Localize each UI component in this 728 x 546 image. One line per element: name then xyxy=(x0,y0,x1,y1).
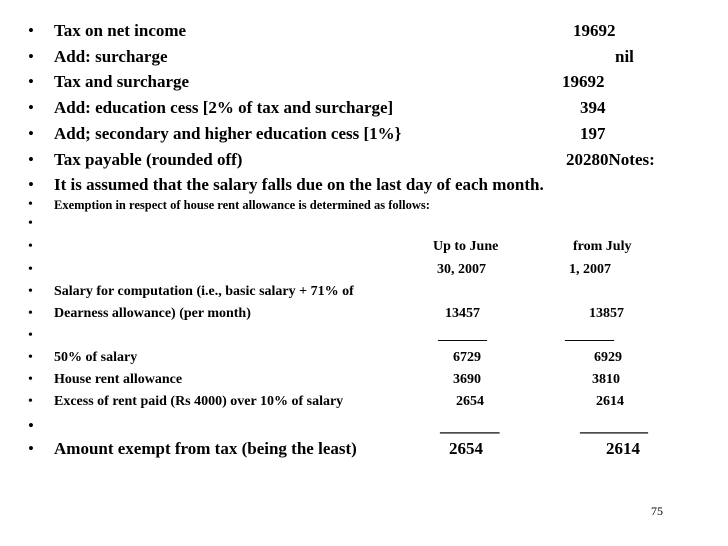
item-value: 13457 xyxy=(445,306,480,321)
bullet-glyph: • xyxy=(28,262,33,277)
bullet-glyph: • xyxy=(28,72,34,91)
column-header-2: 1, 2007 xyxy=(569,262,611,277)
bullet-glyph: • xyxy=(28,175,34,194)
bullet-glyph: • xyxy=(28,306,33,321)
bullet-glyph: • xyxy=(28,47,34,66)
bullet-glyph: • xyxy=(28,197,33,212)
item-value: 3810 xyxy=(592,372,620,387)
item-label: 50% of salary xyxy=(54,350,138,365)
bullet-glyph: • xyxy=(28,21,34,40)
item-label: Exemption in respect of house rent allowance is determined as follows: xyxy=(54,198,430,212)
item-value: 3690 xyxy=(453,372,481,387)
bullet-glyph: • xyxy=(28,239,33,254)
item-label: Excess of rent paid (Rs 4000) over 10% of salary xyxy=(54,394,344,409)
item-label: Salary for computation (i.e., basic salary + 71% of xyxy=(54,284,354,299)
underline-rule: _______ xyxy=(438,328,487,343)
item-label: It is assumed that the salary falls due on the last day of each month. xyxy=(54,175,544,194)
column-header-1: Up to June xyxy=(433,239,499,254)
bullet-glyph: • xyxy=(28,150,34,169)
item-label: Add: surcharge xyxy=(54,47,168,66)
item-label: Dearness allowance) (per month) xyxy=(54,306,251,321)
bullet-glyph: • xyxy=(28,216,33,231)
item-label: Tax payable (rounded off) xyxy=(54,150,243,169)
column-header-2: from July xyxy=(573,239,632,254)
item-value: 2654 xyxy=(456,394,484,409)
item-value: 2614 xyxy=(606,439,640,458)
bullet-glyph: • xyxy=(28,416,34,435)
bullet-glyph: • xyxy=(28,124,34,143)
item-label: House rent allowance xyxy=(54,372,183,387)
item-value: nil xyxy=(615,47,634,66)
bullet-glyph: • xyxy=(28,284,33,299)
item-value: 19692 xyxy=(573,21,616,40)
item-label: Tax and surcharge xyxy=(54,72,190,91)
item-label: Tax on net income xyxy=(54,21,187,40)
column-header-1: 30, 2007 xyxy=(437,262,486,277)
bullet-glyph: • xyxy=(28,328,33,343)
bullet-glyph: • xyxy=(28,394,33,409)
bullet-glyph: • xyxy=(28,439,34,458)
item-value: 13857 xyxy=(589,306,624,321)
bullet-glyph: • xyxy=(28,350,33,365)
underline-rule: _______ xyxy=(440,416,500,435)
item-value: 20280Notes: xyxy=(566,150,655,169)
item-label: Amount exempt from tax (being the least) xyxy=(54,439,357,458)
item-label: Add: education cess [2% of tax and surcharge] xyxy=(54,98,394,117)
underline-rule: ________ xyxy=(580,416,648,435)
item-value: 19692 xyxy=(562,72,605,91)
item-value: 394 xyxy=(580,98,606,117)
page-number: 75 xyxy=(651,504,663,518)
item-value: 2614 xyxy=(596,394,624,409)
item-value: 6929 xyxy=(594,350,622,365)
item-value: 6729 xyxy=(453,350,481,365)
bullet-glyph: • xyxy=(28,372,33,387)
item-label: Add; secondary and higher education cess [1%} xyxy=(54,124,402,143)
item-value: 197 xyxy=(580,124,606,143)
item-value: 2654 xyxy=(449,439,483,458)
underline-rule: _______ xyxy=(565,328,614,343)
bullet-glyph: • xyxy=(28,98,34,117)
